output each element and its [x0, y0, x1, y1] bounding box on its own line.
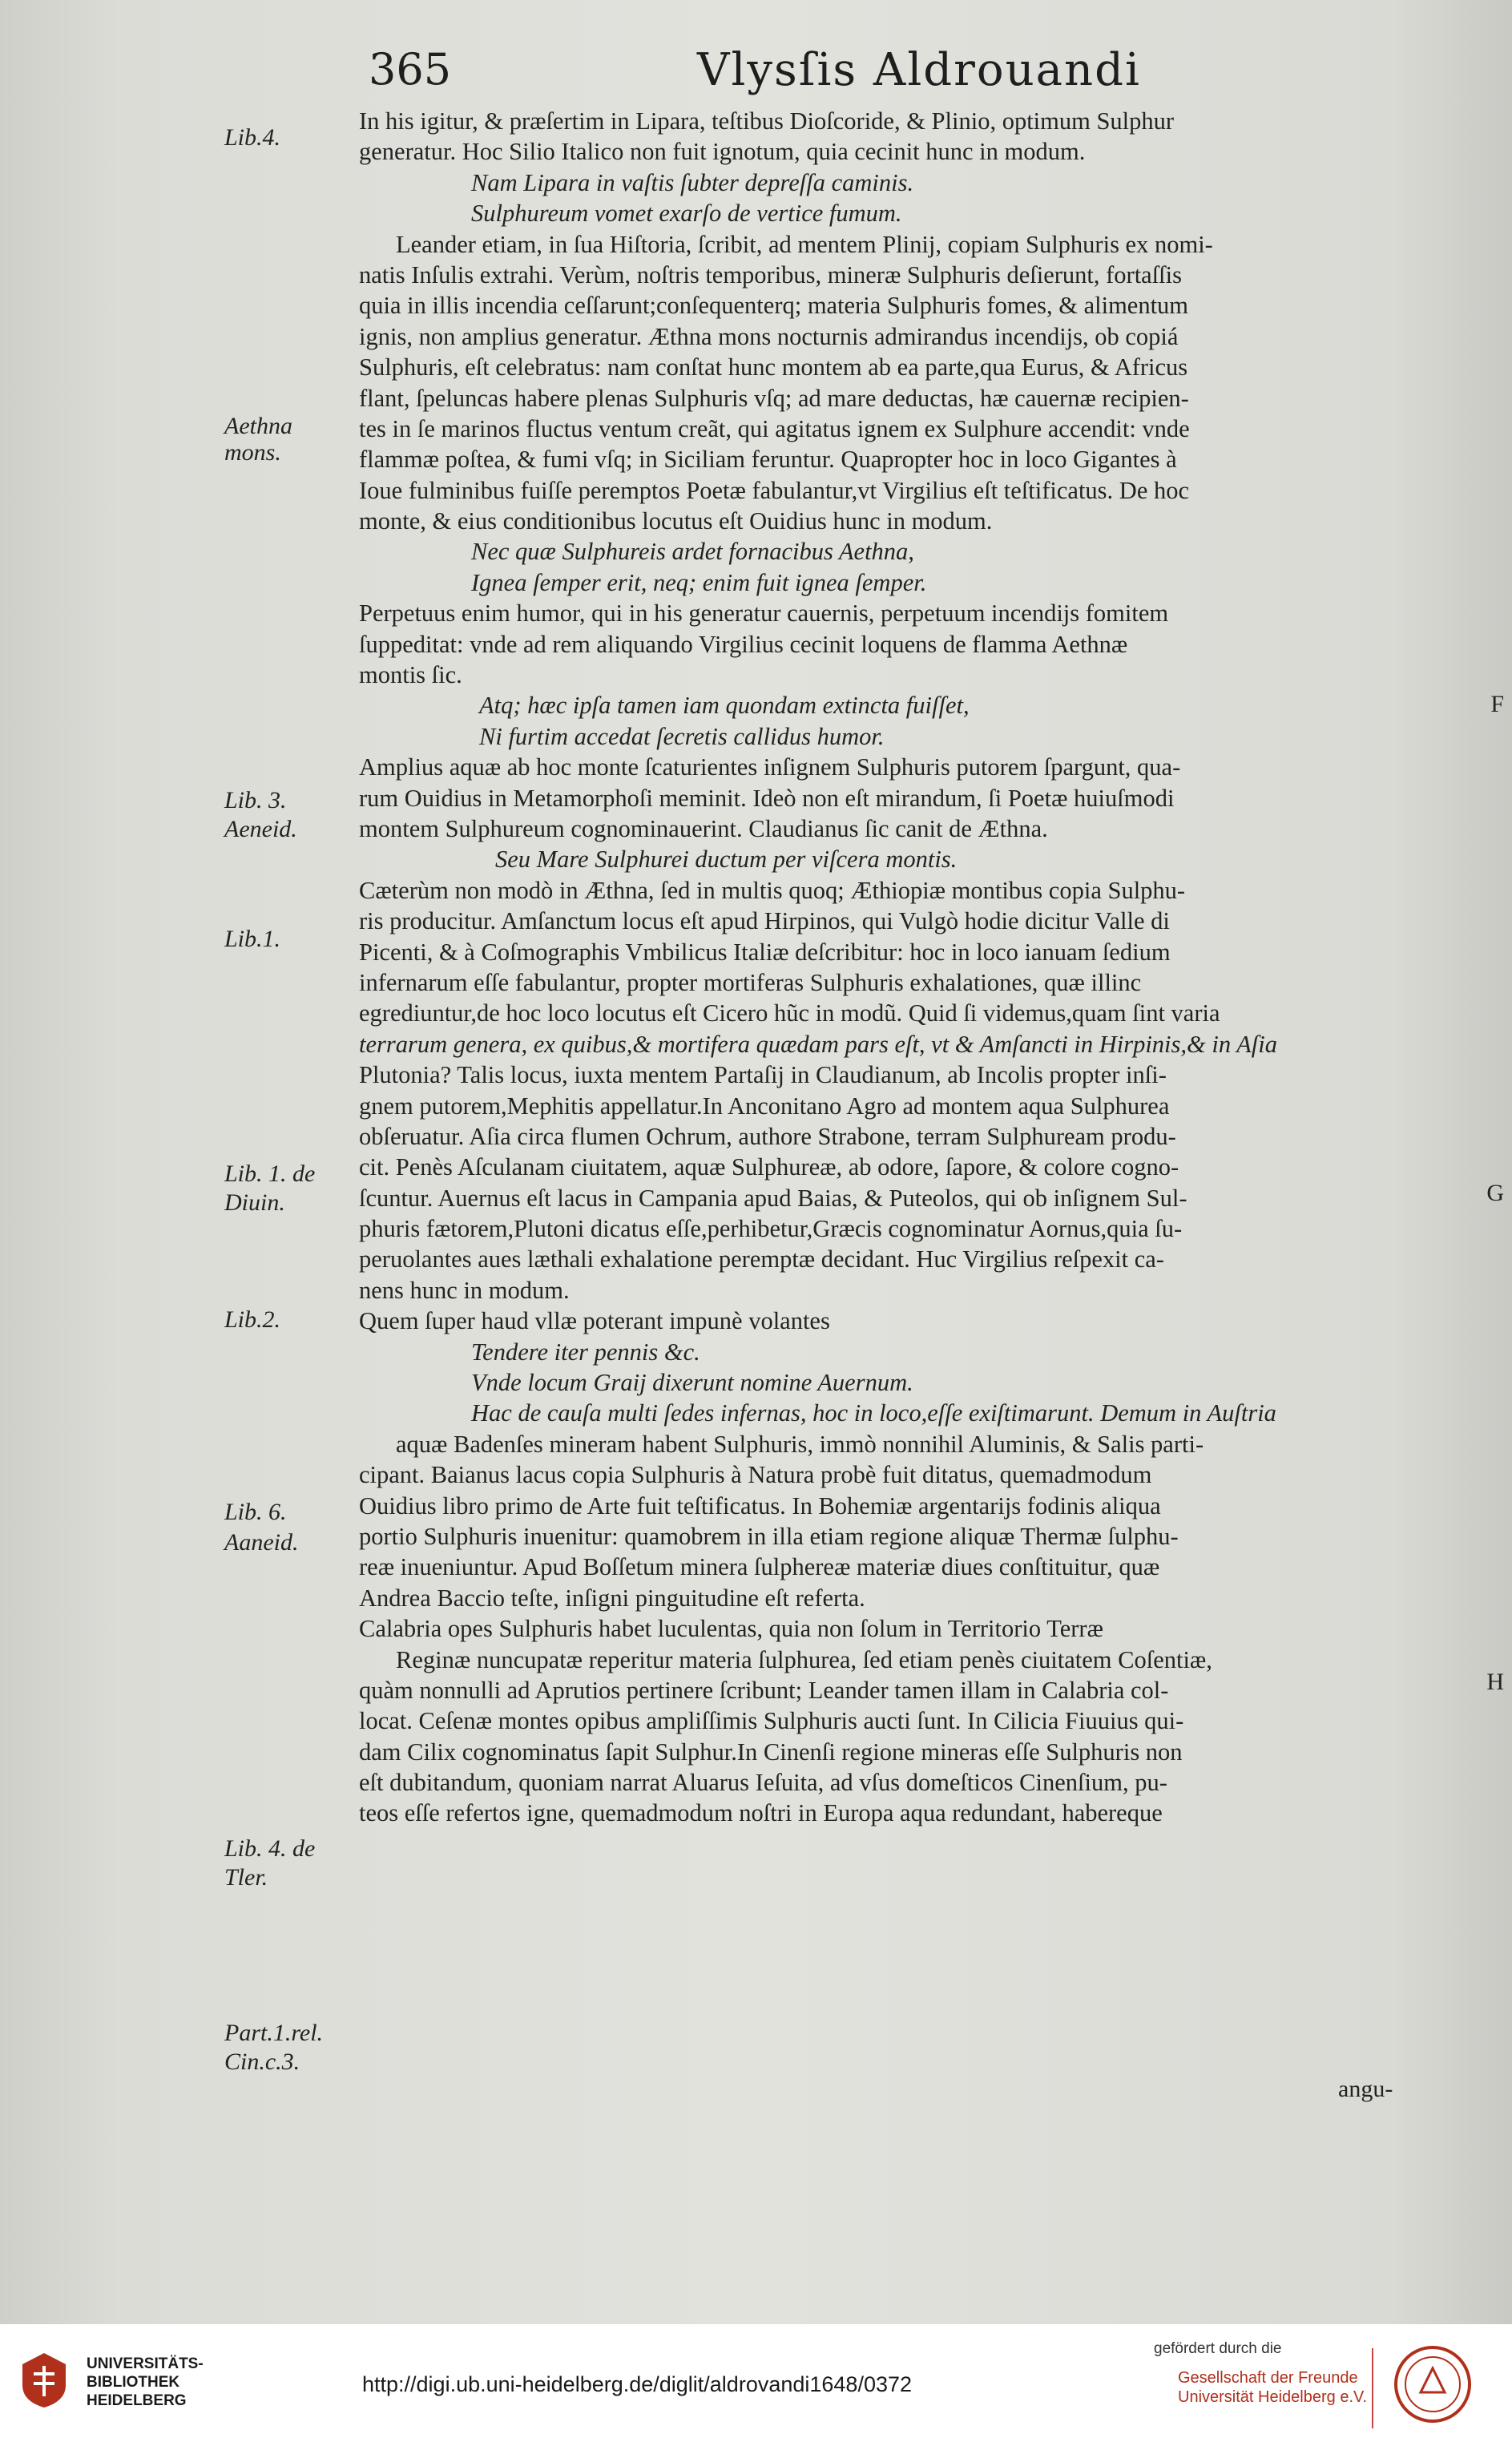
margin-note: Lib. 4. de	[224, 1835, 316, 1862]
verse-line: Ignea ſemper erit, neq; enim fuit ignea ſemper.	[471, 568, 927, 596]
text-line: phuris fætorem,Plutoni dicatus eſſe,perhibetur,Græcis cognominatur Aornus,quia ſu-	[359, 1215, 1183, 1243]
text-line: Ouidius libro primo de Arte fuit teſtificatus. In Bohemiæ argentarijs fodinis aliqua	[359, 1491, 1161, 1520]
main-text	[359, 106, 1449, 1859]
verse-line: Seu Mare Sulphurei ductum per viſcera montis.	[495, 846, 958, 874]
margin-note: Aaneid.	[224, 1529, 299, 1556]
signature-mark: G	[1486, 1180, 1504, 1206]
library-name	[87, 2355, 204, 2410]
funding-note: gefördert durch die	[1154, 2340, 1282, 2357]
verse-line: Ni furtim accedat ſecretis callidus humor.	[479, 722, 885, 750]
footer-bar	[0, 2324, 1512, 2442]
margin-note: Lib.4.	[224, 124, 281, 151]
text-line: Andrea Baccio teſte, inſigni pinguitudine eſt referta.	[359, 1584, 865, 1612]
margin-note: Lib.2.	[224, 1306, 281, 1333]
text-line: montis ſic.	[359, 661, 462, 689]
margin-note: Aeneid.	[224, 816, 297, 842]
society-name-line: Gesellschaft der Freunde	[1178, 2369, 1358, 2387]
text-line: Picenti, & à Coſmographis Vmbilicus Italiæ deſcribitur: hoc in loco ianuam ſedium	[359, 938, 1171, 966]
text-line: generatur. Hoc Silio Italico non fuit ignotum, quia cecinit hunc in modum.	[359, 138, 1086, 166]
margin-note: Cin.c.3.	[224, 2048, 300, 2075]
text-line: aquæ Badenſes mineram habent Sulphuris, immò nonnihil Aluminis, & Salis parti-	[396, 1430, 1204, 1458]
text-line: montem Sulphureum cognominauerint. Claudianus ſic canit de Æthna.	[359, 814, 1048, 842]
verse-line: Vnde locum Graij dixerunt nomine Auernum.	[471, 1369, 913, 1397]
margin-note: Part.1.rel.	[224, 2020, 324, 2046]
text-line: ignis, non amplius generatur. Æthna mons nocturnis admirandus incendijs, ob copiá	[359, 322, 1179, 350]
text-line: gnem putorem,Mephitis appellatur.In Anconitano Agro ad montem aqua Sulphurea	[359, 1092, 1170, 1120]
margin-note: Tler.	[224, 1864, 268, 1891]
footer-divider	[1372, 2348, 1373, 2428]
library-name-line: BIBLIOTHEK	[87, 2374, 180, 2391]
verse-line: Hac de cauſa multi ſedes infernas, hoc in loco,eſſe exiſtimarunt. Demum in Auſtria	[471, 1399, 1276, 1427]
text-line: tes in ſe marinos fluctus ventum creãt, qui agitatus ignem ex Sulphure accendit: vnde	[359, 414, 1190, 442]
text-line: Plutonia? Talis locus, iuxta mentem Partaſij in Claudianum, ab Incolis propter inſi-	[359, 1061, 1167, 1089]
university-seal-icon	[1393, 2344, 1473, 2424]
text-line: obſeruatur. Aſia circa flumen Ochrum, authore Strabone, terram Sulphuream produ-	[359, 1122, 1176, 1150]
library-logo-icon	[18, 2350, 71, 2411]
verse-line: Atq; hæc ipſa tamen iam quondam extincta fuiſſet,	[479, 692, 970, 720]
text-line: quia in illis incendia ceſſarunt;conſequenterq; materia Sulphuris fomes, & alimentum	[359, 292, 1189, 320]
text-line: eſt dubitandum, quoniam narrat Aluarus Ieſuita, ad vſus domeſticos Cinenſium, pu-	[359, 1769, 1167, 1797]
margin-note: mons.	[224, 439, 281, 466]
library-name-line: HEIDELBERG	[87, 2392, 187, 2409]
text-line: dam Cilix cognominatus ſapit Sulphur.In Cinenſi regione mineras eſſe Sulphuris non	[359, 1738, 1183, 1766]
margin-note: Lib. 3.	[224, 787, 287, 813]
text-line: flammæ poſtea, & fumi vſq; in Siciliam feruntur. Quapropter hoc in loco Gigantes à	[359, 446, 1177, 474]
text-line: portio Sulphuris inuenitur: quamobrem in illa etiam regione aliquæ Thermæ ſulphu-	[359, 1522, 1179, 1550]
text-line: natis Inſulis extrahi. Verùm, noſtris temporibus, mineræ Sulphuris deſierunt, fortaſſis	[359, 260, 1182, 289]
text-line: Cæterùm non modò in Æthna, ſed in multis quoq; Æthiopiæ montibus copia Sulphu-	[359, 876, 1186, 904]
text-line: nens hunc in modum.	[359, 1276, 570, 1304]
verse-line: Tendere iter pennis &c.	[471, 1338, 700, 1366]
text-line: In his igitur, & præſertim in Lipara, teſtibus Dioſcoride, & Plinio, optimum Sulphur	[359, 107, 1175, 135]
text-line: Ioue fulminibus fuiſſe peremptos Poetæ fabulantur,vt Virgilius eſt teſtificatus. De hoc	[359, 476, 1190, 504]
text-line: ris producitur. Amſanctum locus eſt apud Hirpinos, qui Vulgò hodie dicitur Valle di	[359, 907, 1170, 935]
page-header	[369, 44, 1170, 108]
margin-note: Aethna	[224, 413, 292, 439]
permalink-url[interactable]: http://digi.ub.uni-heidelberg.de/diglit/aldrovandi1648/0372	[362, 2372, 913, 2396]
text-line: egrediuntur,de hoc loco locutus eſt Cicero hũc in modũ. Quid ſi videmus,quam ſint varia	[359, 999, 1220, 1027]
text-line: ſcuntur. Auernus eſt lacus in Campania apud Baias, & Puteolos, qui ob inſignem Sul-	[359, 1184, 1187, 1212]
text-line: Amplius aquæ ab hoc monte ſcaturientes inſignem Sulphuris putorem ſpargunt, qua-	[359, 753, 1181, 781]
text-line: Calabria opes Sulphuris habet luculentas, quia non ſolum in Territorio Terræ	[359, 1615, 1103, 1643]
catchword: angu-	[1338, 2076, 1393, 2102]
margin-note: Diuin.	[224, 1189, 285, 1216]
society-name	[1178, 2368, 1367, 2407]
text-line: quàm nonnulli ad Aprutios pertinere ſcribunt; Leander tamen illam in Calabria col-	[359, 1676, 1169, 1704]
text-line: cit. Penès Aſculanam ciuitatem, aquæ Sulphureæ, ab odore, ſapore, & colore cogno-	[359, 1153, 1179, 1181]
text-line: Leander etiam, in ſua Hiſtoria, ſcribit, ad mentem Plinij, copiam Sulphuris ex nomi-	[396, 230, 1213, 258]
text-line: terrarum genera, ex quibus,& mortifera quædam pars eſt, vt & Amſancti in Hirpinis,& in Aſia	[359, 1030, 1277, 1058]
text-line: rum Ouidius in Metamorphoſi meminit. Ideò non eſt mirandum, ſi Poetæ huiuſmodi	[359, 784, 1175, 812]
text-line: Quem ſuper haud vllæ poterant impunè volantes	[359, 1307, 830, 1335]
text-line	[359, 1829, 1449, 1859]
signature-mark: H	[1486, 1669, 1504, 1695]
society-name-line: Universität Heidelberg e.V.	[1178, 2388, 1368, 2406]
text-line: locat. Ceſenæ montes opibus ampliſſimis Sulphuris aucti ſunt. In Cilicia Fiuuius qui-	[359, 1707, 1184, 1735]
text-line: infernarum eſſe fabulantur, propter mortiferas Sulphuris exhalationes, quæ illinc	[359, 968, 1142, 996]
page-number: 365	[369, 44, 452, 95]
margin-notes	[0, 0, 353, 2324]
library-name-line: UNIVERSITÄTS-	[87, 2355, 204, 2372]
text-line: Sulphuris, eſt celebratus: nam conſtat hunc montem ab ea parte,qua Eurus, & Africus	[359, 353, 1188, 381]
text-line: cipant. Baianus lacus copia Sulphuris à Natura probè fuit ditatus, quemadmodum	[359, 1461, 1152, 1489]
running-title: Vlysſis Aldrouandi	[697, 44, 1141, 96]
verse-line: Nam Lipara in vaſtis ſubter depreſſa caminis.	[471, 168, 914, 196]
signature-mark: F	[1490, 691, 1504, 717]
margin-note: Lib. 1. de	[224, 1160, 316, 1187]
text-line: peruolantes aues læthali exhalatione peremptæ decidant. Huc Virgilius reſpexit ca-	[359, 1245, 1164, 1273]
margin-note: Lib.1.	[224, 926, 281, 952]
text-line: flant, ſpeluncas habere plenas Sulphuris vſq; ad mare deductas, hæ cauernæ recipien-	[359, 384, 1189, 412]
verse-line: Sulphureum vomet exarſo de vertice fumum.	[471, 200, 902, 228]
text-line: ſuppeditat: vnde ad rem aliquando Virgilius cecinit loquens de flamma Aethnæ	[359, 630, 1128, 658]
text-line: Reginæ nuncupatæ reperitur materia ſulphurea, ſed etiam penès ciuitatem Coſentiæ,	[396, 1645, 1212, 1673]
text-line: Perpetuus enim humor, qui in his generatur cauernis, perpetuum incendijs fomitem	[359, 599, 1169, 628]
text-line: monte, & eius conditionibus locutus eſt Ouidius hunc in modum.	[359, 507, 993, 535]
text-line: teos eſſe refertos igne, quemadmodum noſtri in Europa aqua redundant, habereque	[359, 1799, 1163, 1827]
margin-note: Lib. 6.	[224, 1499, 287, 1525]
verse-line: Nec quæ Sulphureis ardet fornacibus Aethna,	[471, 538, 914, 566]
text-line: reæ inueniuntur. Apud Boſſetum minera ſulphereæ materiæ diues conſtituitur, quæ	[359, 1553, 1160, 1581]
